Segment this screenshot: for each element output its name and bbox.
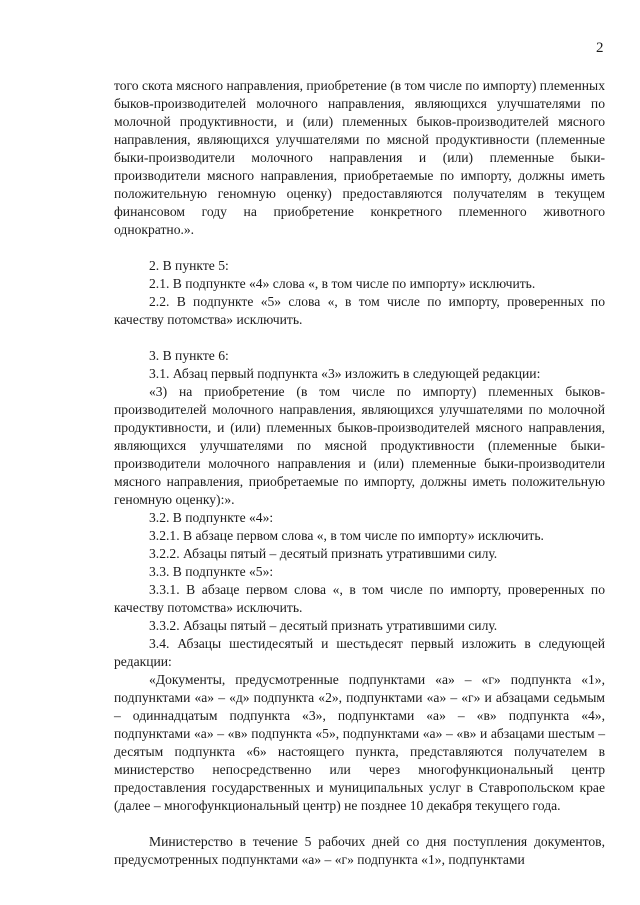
paragraph-quote-documents: «Документы, предусмотренные подпунктами «а» – «г» подпункта «1», подпунктами «а» – «д» подпункта «2», подпунктами «а» – «г» и абзацами седьмым – одиннадцатым подпункта «3», подпунктами «а» – «в» подпункта «4», подпунктами «а» – «в» подпункта «5», подпунктами «а» – «в» и абзацами шестым – десятым подпункта «6» настоящего пункта, представляются получателем в министерство непосредственно или через многофункциональный центр предоставления государственных и муниципальных услуг в Ставропольском крае (далее – многофункциональный центр) не позднее 10 декабря текущего года. xyxy=(114,672,605,813)
paragraph-gap xyxy=(114,239,605,257)
paragraph-item-3-3-1: 3.3.1. В абзаце первом слова «, в том числе по импорту, проверенных по качеству потомства» исключить. xyxy=(114,582,605,615)
paragraph-gap xyxy=(114,815,605,833)
paragraph-item-3-2: 3.2. В подпункте «4»: xyxy=(149,510,274,525)
paragraph-item-2-2: 2.2. В подпункте «5» слова «, в том числе по импорту, проверенных по качеству потомства» исключить. xyxy=(114,294,605,327)
paragraph-item-3-3-2: 3.3.2. Абзацы пятый – десятый признать утратившими силу. xyxy=(149,618,498,633)
paragraph-continuation: того скота мясного направления, приобретение (в том числе по импорту) племенных быков-производителей молочного направления, являющихся улучшателями по молочной продуктивности, и (или) племенных быков-производителей мясного направления, являющихся улучшателями по мясной продуктивности (племенные быки-производители молочного направления и (или) племенные быки-производители мясного направления, приобретаемые по импорту, должны иметь положительную геномную оценку) предоставляются получателям в текущем финансовом году на приобретение конкретного племенного животного однократно.». xyxy=(114,78,605,237)
paragraph-item-3-2-2: 3.2.2. Абзацы пятый – десятый признать утратившими силу. xyxy=(149,546,498,561)
paragraph-gap xyxy=(114,329,605,347)
page-number: 2 xyxy=(596,40,604,56)
paragraph-item-3-4: 3.4. Абзацы шестидесятый и шестьдесят первый изложить в следующей редакции: xyxy=(114,636,605,669)
paragraph-item-3-2-1: 3.2.1. В абзаце первом слова «, в том числе по импорту» исключить. xyxy=(149,528,544,543)
paragraph-item-3-3: 3.3. В подпункте «5»: xyxy=(149,564,274,579)
paragraph-ministry: Министерство в течение 5 рабочих дней со дня поступления документов, предусмотренных подпунктами «а» – «г» подпункта «1», подпунктами xyxy=(114,834,605,867)
paragraph-item-3: 3. В пункте 6: xyxy=(149,348,229,363)
paragraph-item-2-1: 2.1. В подпункте «4» слова «, в том числе по импорту» исключить. xyxy=(149,276,536,291)
document-body xyxy=(114,77,605,869)
paragraph-item-3-1: 3.1. Абзац первый подпункта «3» изложить в следующей редакции: xyxy=(149,366,541,381)
paragraph-quote-3: «3) на приобретение (в том числе по импорту) племенных быков-производителей молочного направления, являющихся улучшателями по молочной продуктивности, и (или) племенных быков-производителей мясного направления, являющихся улучшателями по мясной продуктивности (племенные быки-производители молочного направления и (или) племенные быки-производители мясного направления, приобретаемые по импорту, должны иметь положительную геномную оценку):». xyxy=(114,384,605,507)
paragraph-item-2: 2. В пункте 5: xyxy=(149,258,229,273)
